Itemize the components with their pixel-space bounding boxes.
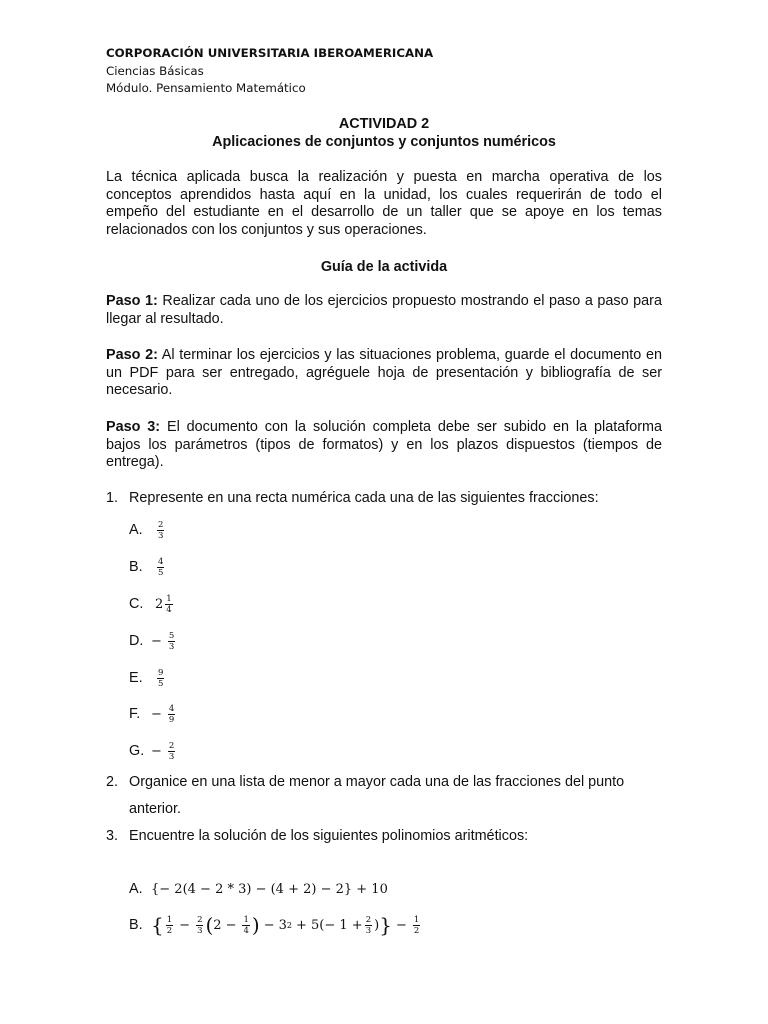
step-3 xyxy=(106,419,662,472)
fraction-expression xyxy=(151,704,177,725)
fraction xyxy=(165,594,172,615)
option-label: G. xyxy=(129,743,145,759)
step-label: Paso 1: xyxy=(106,293,158,309)
numerator: 2 xyxy=(158,519,164,530)
numerator: 5 xyxy=(168,630,175,641)
open-paren: ( xyxy=(205,913,214,937)
operator: − xyxy=(263,917,275,933)
fraction xyxy=(365,915,372,936)
option-label: C. xyxy=(129,596,144,612)
close-paren: ) xyxy=(251,913,260,937)
expression-part: + 5(− 1 + xyxy=(296,917,363,933)
option-label: D. xyxy=(129,633,144,649)
fraction xyxy=(168,741,175,762)
denominator: 5 xyxy=(158,678,164,689)
fraction xyxy=(166,915,173,936)
numerator: 2 xyxy=(168,740,175,751)
fraction-expression xyxy=(151,668,166,689)
fraction xyxy=(168,704,175,725)
polynomial-expression xyxy=(151,915,422,936)
option-label: A. xyxy=(129,522,143,538)
fraction xyxy=(413,915,420,936)
department-name: Ciencias Básicas xyxy=(106,63,204,78)
option-label: E. xyxy=(129,670,143,686)
denominator: 3 xyxy=(168,641,175,652)
number: 3 xyxy=(278,917,287,933)
close-brace: } xyxy=(379,913,392,937)
numerator: 4 xyxy=(158,556,164,567)
operator: − xyxy=(179,917,191,933)
fraction xyxy=(157,520,164,541)
step-1 xyxy=(106,293,662,328)
denominator: 2 xyxy=(166,925,173,936)
denominator: 4 xyxy=(166,604,172,615)
fraction-expression xyxy=(151,631,177,652)
open-brace: { xyxy=(151,913,164,937)
activity-title: ACTIVIDAD 2 xyxy=(338,116,430,132)
fraction-option xyxy=(129,552,166,582)
guide-title: Guía de la activida xyxy=(320,259,448,275)
close-paren: ) xyxy=(374,917,380,933)
exercise-number: 3. xyxy=(106,828,119,844)
activity-subtitle: Aplicaciones de conjuntos y conjuntos numéricos xyxy=(212,134,556,150)
numerator: 9 xyxy=(158,667,164,678)
option-label: A. xyxy=(129,881,143,897)
step-label: Paso 2: xyxy=(106,347,158,363)
exercise-text: Organice en una lista de menor a mayor cada una de las fracciones del punto anterior. xyxy=(129,774,625,817)
fraction-option xyxy=(129,736,177,766)
numerator: 2 xyxy=(197,914,203,925)
fraction-option xyxy=(129,515,166,545)
exercise-text: Represente en una recta numérica cada una de las siguientes fracciones: xyxy=(129,490,599,506)
fraction xyxy=(157,557,164,578)
fraction-expression xyxy=(151,594,175,615)
whole-part: 2 xyxy=(155,596,164,612)
denominator: 9 xyxy=(168,714,175,725)
step-2 xyxy=(106,347,662,400)
institution-name: CORPORACIÓN UNIVERSITARIA IBEROAMERICANA xyxy=(106,46,434,60)
sign: − xyxy=(151,743,162,759)
fraction xyxy=(242,915,249,936)
exercise-number: 2. xyxy=(106,774,119,790)
fraction xyxy=(168,631,175,652)
polynomial-a xyxy=(129,874,388,904)
fraction-expression xyxy=(151,557,166,578)
numerator: 1 xyxy=(166,593,172,604)
fraction-expression xyxy=(151,520,166,541)
exponent: 2 xyxy=(286,920,292,930)
polynomial-expression: {− 2(4 − 2 * 3) − (4 + 2) − 2} + 10 xyxy=(151,881,388,897)
exercise-text: Encuentre la solución de los siguientes polinomios aritméticos: xyxy=(129,828,529,844)
fraction-option xyxy=(129,626,177,656)
numerator: 1 xyxy=(413,914,420,925)
step-text: Al terminar los ejercicios y las situaciones problema, guarde el documento en un PDF para ser entregado, agréguele hoja de presentación y bibliografía de ser necesario. xyxy=(106,347,662,399)
step-text: Realizar cada uno de los ejercicios propuesto mostrando el paso a paso para llegar al resultado. xyxy=(106,293,662,327)
step-label: Paso 3: xyxy=(106,419,161,435)
numerator: 1 xyxy=(166,914,173,925)
numerator: 1 xyxy=(243,914,249,925)
polynomial-b xyxy=(129,910,422,940)
numerator: 4 xyxy=(168,703,175,714)
fraction xyxy=(196,915,203,936)
option-label: F. xyxy=(129,706,141,722)
option-label: B. xyxy=(129,917,143,933)
fraction xyxy=(157,668,164,689)
denominator: 3 xyxy=(168,751,175,762)
document-header xyxy=(106,45,433,98)
sign: − xyxy=(151,706,162,722)
module-name: Módulo. Pensamiento Matemático xyxy=(106,81,306,95)
fraction-expression xyxy=(151,741,177,762)
intro-paragraph: La técnica aplicada busca la realización y puesta en marcha operativa de los conceptos aprendidos hasta aquí en la unidad, los cuales requerirán de todo el empeño del estudiante en el desarrollo de un taller que se apoye en los temas relacionados con los conjuntos y sus operaciones. xyxy=(106,169,662,238)
exercise-number: 1. xyxy=(106,490,119,506)
denominator: 3 xyxy=(365,925,372,936)
fraction-option xyxy=(129,699,177,729)
denominator: 5 xyxy=(158,567,164,578)
operator: − xyxy=(395,917,407,933)
numerator: 2 xyxy=(365,914,372,925)
denominator: 3 xyxy=(197,925,203,936)
denominator: 2 xyxy=(413,925,420,936)
fraction-option xyxy=(129,589,175,619)
step-text: El documento con la solución completa debe ser subido en la plataforma bajos los parámetros (tipos de formatos) y en los plazos dispuestos (tiempos de entrega). xyxy=(106,419,662,471)
denominator: 4 xyxy=(243,925,249,936)
option-label: B. xyxy=(129,559,143,575)
number: 2 xyxy=(213,917,222,933)
operator: − xyxy=(225,917,237,933)
sign: − xyxy=(151,633,162,649)
denominator: 3 xyxy=(158,530,164,541)
fraction-option xyxy=(129,663,166,693)
